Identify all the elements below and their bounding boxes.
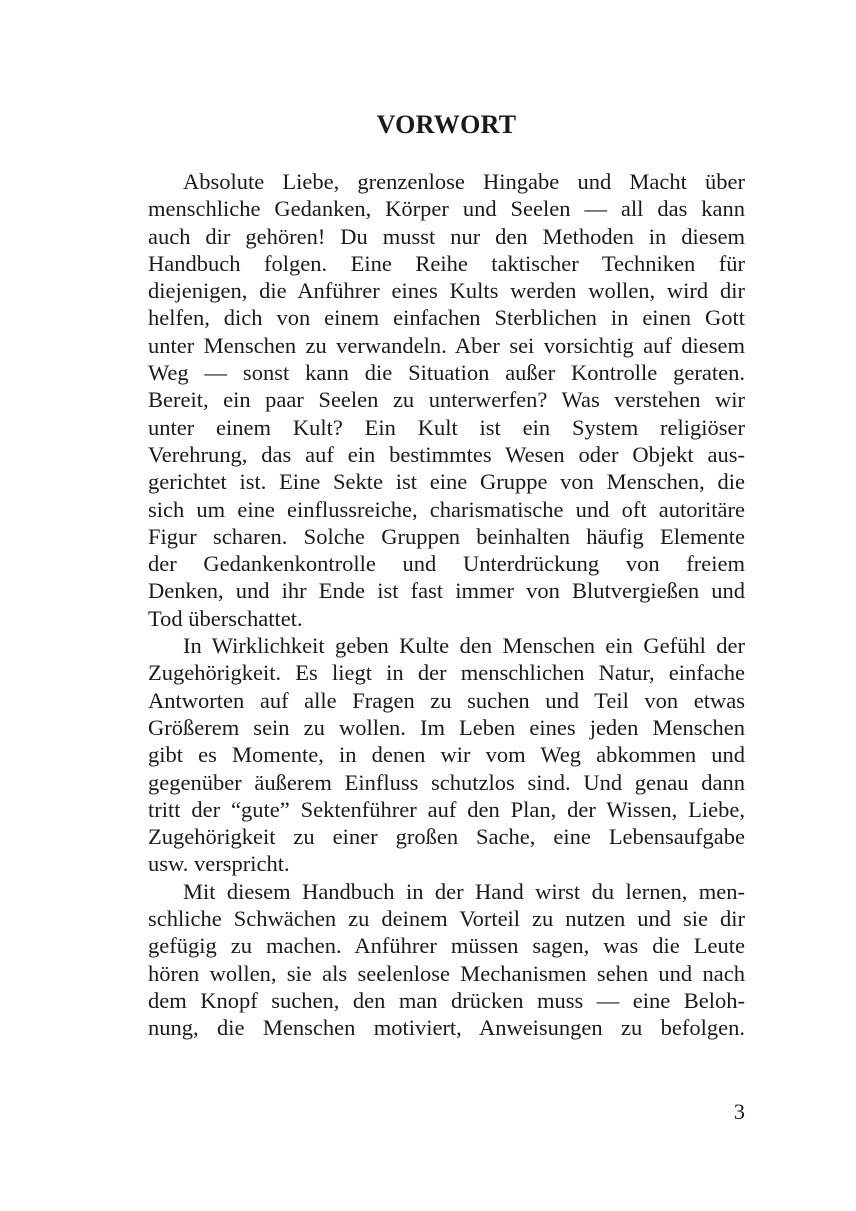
text-line: menschliche Gedanken, Körper und Seelen — all das kann	[148, 196, 745, 222]
text-line: Figur scharen. Solche Gruppen beinhalten häufig Elemente	[148, 523, 745, 549]
text-line: Absolute Liebe, grenzenlose Hingabe und Macht über	[183, 169, 745, 194]
text-line: gegenüber äußerem Einfluss schutzlos sind. Und genau dann	[148, 769, 745, 795]
body-text	[148, 168, 745, 1042]
text-line: diejenigen, die Anführer eines Kults werden wollen, wird dir	[148, 278, 745, 304]
text-line: Zugehörigkeit. Es liegt in der menschlichen Natur, einfache	[148, 660, 745, 686]
text-line: gerichtet ist. Eine Sekte ist eine Gruppe von Menschen, die	[148, 469, 745, 495]
text-line: In Wirklichkeit geben Kulte den Menschen ein Gefühl der	[183, 633, 745, 659]
text-line: unter einem Kult? Ein Kult ist ein System religiöser	[148, 414, 745, 440]
text-line: Denken, und ihr Ende ist fast immer von Blutvergießen und	[148, 578, 745, 604]
text-line: hören wollen, sie als seelenlose Mechanismen sehen und nach	[148, 960, 745, 986]
paragraph-3	[148, 878, 745, 1042]
text-line: auch dir gehören! Du musst nur den Methoden in diesem	[148, 223, 745, 249]
text-line: helfen, dich von einem einfachen Sterblichen in einen Gott	[148, 305, 745, 331]
text-line: Größerem sein zu wollen. Im Leben eines jeden Menschen	[148, 714, 745, 740]
text-line: sich um eine einflussreiche, charismatische und oft autoritäre	[148, 496, 745, 522]
text-line: gibt es Momente, in denen wir vom Weg abkommen und	[148, 742, 745, 768]
text-line: Handbuch folgen. Eine Reihe taktischer Techniken für	[148, 250, 745, 276]
paragraph-2	[148, 632, 745, 878]
text-line: Verehrung, das auf ein bestimmtes Wesen oder Objekt aus-	[148, 441, 745, 467]
text-line: schliche Schwächen zu deinem Vorteil zu nutzen und sie dir	[148, 906, 745, 932]
page-number: 3	[733, 1099, 745, 1124]
text-line: tritt der “gute” Sektenführer auf den Plan, der Wissen, Liebe,	[148, 796, 745, 822]
text-line: Mit diesem Handbuch in der Hand wirst du lernen, men-	[183, 878, 745, 904]
text-line: Tod überschattet.	[148, 605, 303, 631]
chapter-title: VORWORT	[376, 110, 517, 139]
text-line: Weg — sonst kann die Situation außer Kontrolle geraten.	[148, 360, 745, 386]
paragraph-1	[148, 168, 745, 632]
text-line: unter Menschen zu verwandeln. Aber sei vorsichtig auf diesem	[148, 332, 745, 358]
text-line: gefügig zu machen. Anführer müssen sagen, was die Leute	[148, 933, 745, 959]
text-line: Antworten auf alle Fragen zu suchen und Teil von etwas	[148, 687, 745, 713]
text-line: Bereit, ein paar Seelen zu unterwerfen? Was verstehen wir	[148, 387, 745, 413]
text-line: nung, die Menschen motiviert, Anweisungen zu befolgen.	[148, 1015, 745, 1041]
text-line: usw. verspricht.	[148, 851, 290, 877]
text-line: der Gedankenkontrolle und Unterdrückung von freiem	[148, 551, 745, 577]
text-line: dem Knopf suchen, den man drücken muss — eine Beloh-	[148, 987, 745, 1013]
text-line: Zugehörigkeit zu einer großen Sache, eine Lebensaufgabe	[148, 824, 745, 850]
